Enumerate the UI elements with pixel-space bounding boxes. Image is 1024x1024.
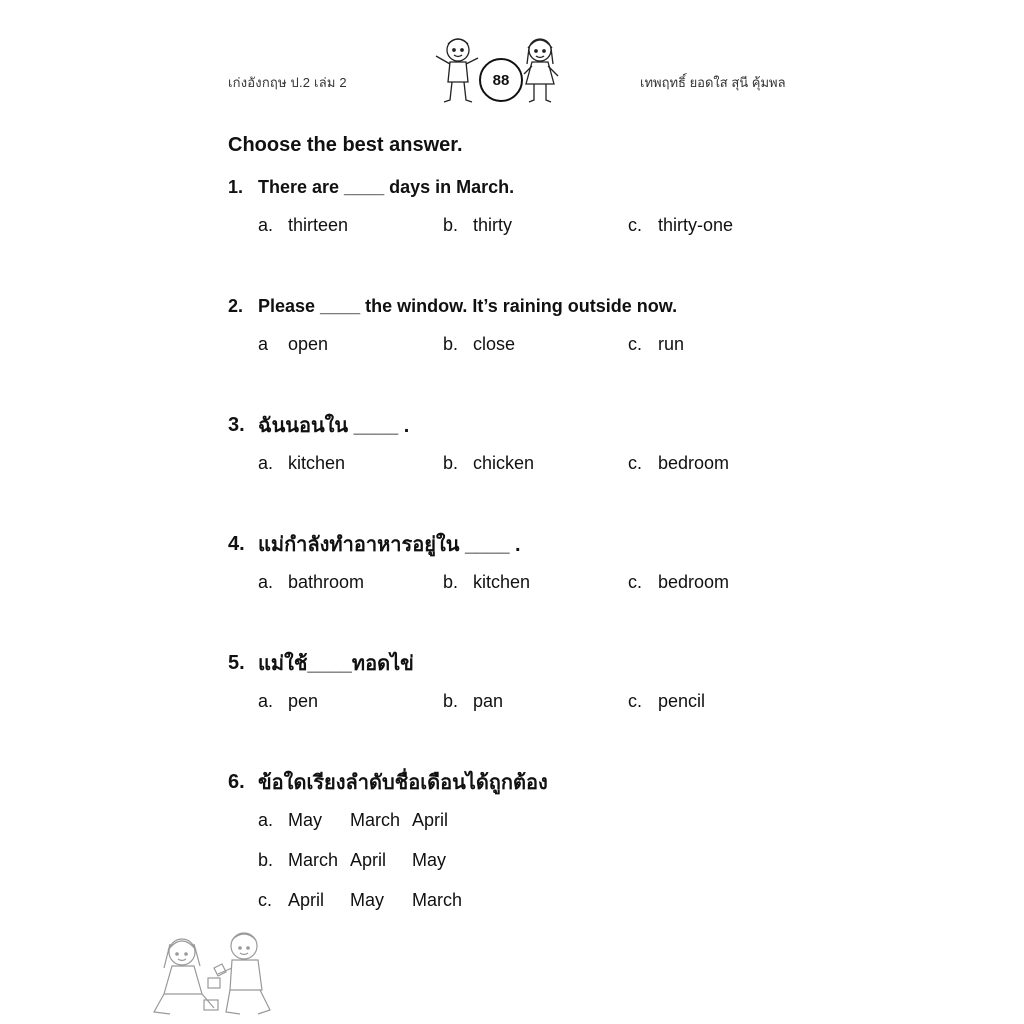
- question-number: 1.: [228, 176, 244, 197]
- question-4: [228, 532, 848, 596]
- option-text: kitchen: [473, 572, 531, 592]
- option-letter: c.: [628, 572, 643, 592]
- month-word: March: [412, 890, 463, 910]
- month-word: April: [412, 810, 449, 830]
- option-text: thirteen: [288, 215, 349, 235]
- month-word: May: [350, 890, 385, 910]
- option-b[interactable]: [443, 334, 515, 355]
- question-2: [228, 294, 848, 358]
- question-text: แม่กำลังทำอาหารอยู่ใน ____ .: [258, 534, 521, 556]
- option-letter: c.: [628, 691, 643, 711]
- option-a[interactable]: [258, 215, 348, 236]
- question-number: 5.: [228, 651, 245, 674]
- book-title: เก่งอังกฤษ ป.2 เล่ม 2: [228, 75, 347, 90]
- option-text: run: [658, 334, 685, 354]
- question-text: ฉันนอนใน ____ .: [258, 415, 410, 437]
- option-c[interactable]: [228, 890, 848, 914]
- option-text: pencil: [658, 691, 706, 711]
- option-c[interactable]: [628, 691, 705, 712]
- option-text: open: [288, 334, 329, 354]
- option-letter: b.: [443, 691, 459, 711]
- option-text: bedroom: [658, 453, 730, 473]
- month-word: March: [350, 810, 401, 830]
- instruction-heading: Choose the best answer.: [228, 134, 463, 156]
- option-letter: b.: [443, 215, 459, 235]
- option-letter: a: [258, 334, 269, 354]
- option-a[interactable]: [258, 691, 318, 712]
- question-text: แม่ใช้____ทอดไข่: [258, 653, 414, 675]
- page-number: 88: [479, 58, 523, 102]
- question-text: ข้อใดเรียงลำดับชื่อเดือนได้ถูกต้อง: [258, 772, 548, 794]
- option-letter: b.: [443, 453, 459, 473]
- option-letter: c.: [628, 334, 643, 354]
- question-3: [228, 413, 848, 477]
- question-number: 2.: [228, 295, 244, 316]
- option-letter: a.: [258, 215, 274, 235]
- authors: เทพฤทธิ์ ยอดใส สุนี คุ้มพล: [640, 75, 786, 90]
- question-number: 6.: [228, 770, 245, 793]
- option-letter: c.: [628, 453, 643, 473]
- option-a[interactable]: [258, 572, 364, 593]
- option-letter: a.: [258, 810, 274, 830]
- children-playing-illustration: [148, 928, 278, 1020]
- option-c[interactable]: [628, 334, 684, 355]
- option-text: pan: [473, 691, 504, 711]
- question-1: [228, 175, 848, 239]
- option-text: kitchen: [288, 453, 346, 473]
- option-letter: a.: [258, 691, 274, 711]
- option-text: bathroom: [288, 572, 365, 592]
- option-b[interactable]: [443, 691, 503, 712]
- option-text: chicken: [473, 453, 535, 473]
- option-letter: b.: [443, 334, 459, 354]
- option-a[interactable]: [258, 453, 345, 474]
- option-a[interactable]: [258, 334, 328, 355]
- question-5: [228, 651, 848, 715]
- option-letter: c.: [258, 890, 273, 910]
- option-text: close: [473, 334, 516, 354]
- option-letter: a.: [258, 572, 274, 592]
- option-text: thirty: [473, 215, 513, 235]
- question-text: Please ____ the window. It’s raining outside now.: [258, 295, 678, 316]
- option-b[interactable]: [443, 572, 530, 593]
- question-number: 3.: [228, 413, 245, 436]
- month-word: May: [288, 810, 323, 830]
- option-letter: c.: [628, 215, 643, 235]
- option-c[interactable]: [628, 572, 729, 593]
- option-c[interactable]: [628, 215, 733, 236]
- option-letter: b.: [443, 572, 459, 592]
- month-word: April: [350, 850, 387, 870]
- option-a[interactable]: [228, 810, 848, 834]
- option-b[interactable]: [443, 453, 534, 474]
- option-text: thirty-one: [658, 215, 734, 235]
- option-c[interactable]: [628, 453, 729, 474]
- month-word: May: [412, 850, 447, 870]
- option-b[interactable]: [443, 215, 512, 236]
- option-letter: a.: [258, 453, 274, 473]
- question-6: [228, 770, 848, 914]
- option-text: bedroom: [658, 572, 730, 592]
- option-text: pen: [288, 691, 319, 711]
- question-number: 4.: [228, 532, 245, 555]
- month-word: April: [288, 890, 325, 910]
- option-letter: b.: [258, 850, 274, 870]
- option-b[interactable]: [228, 850, 848, 874]
- question-text: There are ____ days in March.: [258, 176, 515, 197]
- month-word: March: [288, 850, 339, 870]
